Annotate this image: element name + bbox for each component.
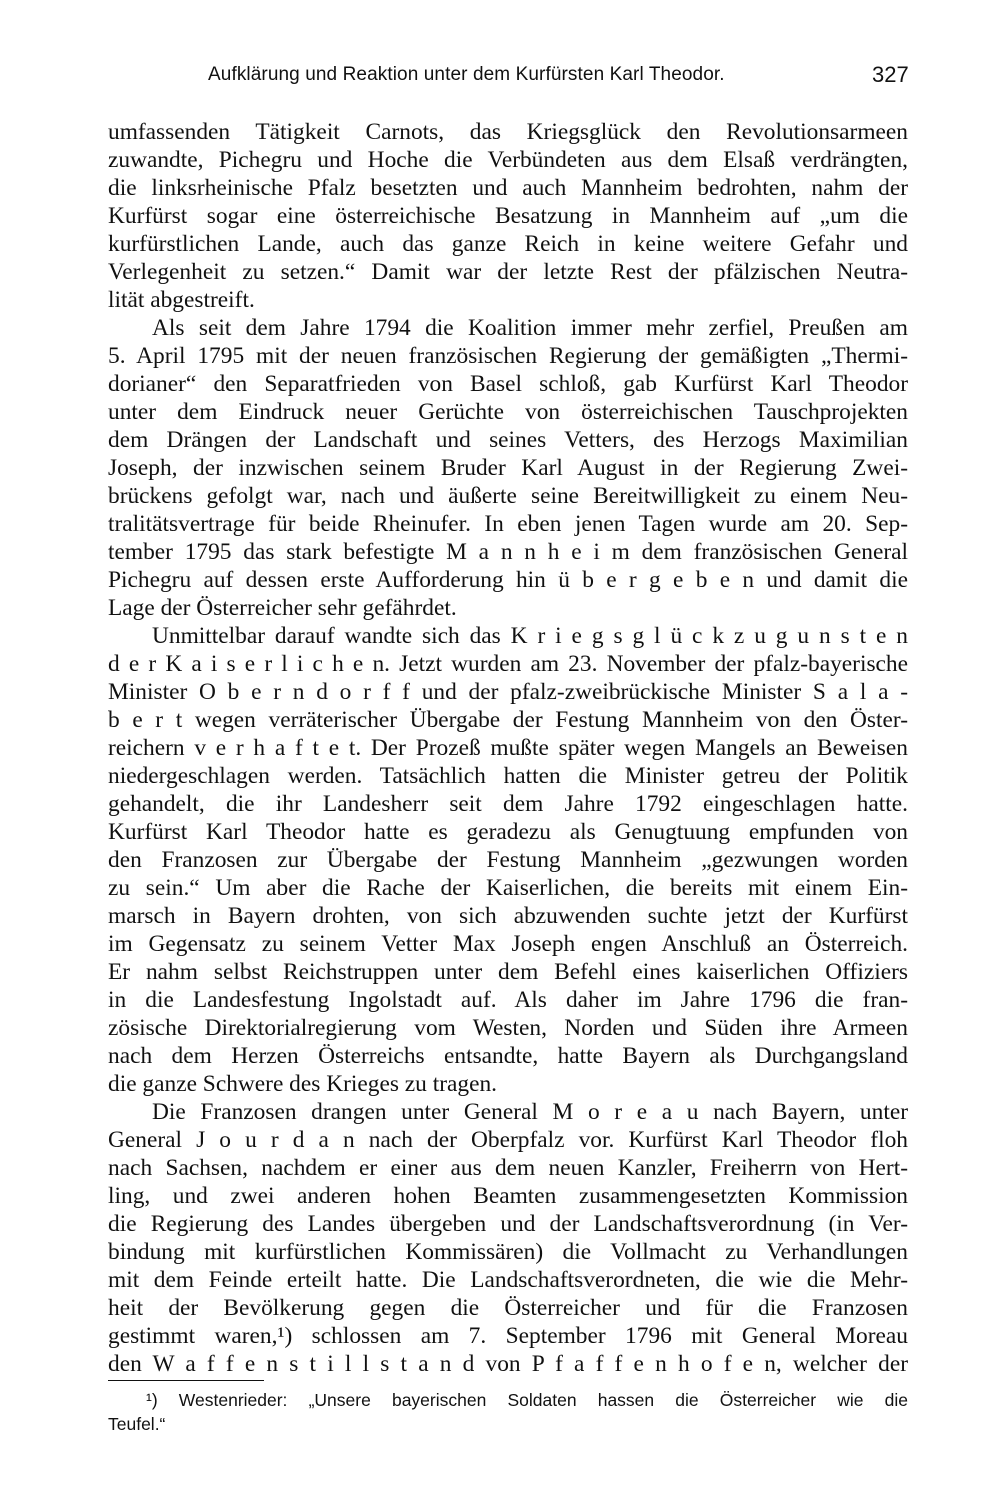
page-number: 327 — [872, 62, 909, 87]
footnote-line: ¹) Westenrieder: „Unsere bayerischen Soldaten hassen die Österreicher wie die — [146, 1390, 908, 1410]
text-line: den W a f f e n s t i l l s t a n d von P f a f f e n h o f e n, welcher der — [108, 1351, 908, 1377]
text-line: Unmittelbar darauf wandte sich das K r i e g s g l ü c k z u g u n s t e n — [152, 623, 908, 649]
text-line: im Gegensatz zu seinem Vetter Max Joseph engen Anschluß an Österreich. — [108, 931, 908, 957]
footnote-line: Teufel.“ — [108, 1414, 166, 1434]
text-line: gestimmt waren,¹) schlossen am 7. September 1796 mit General Moreau — [108, 1323, 908, 1349]
text-line: die linksrheinische Pfalz besetzten und auch Mannheim bedrohten, nahm der — [108, 175, 908, 201]
text-line: heit der Bevölkerung gegen die Österreicher und für die Franzosen — [108, 1295, 908, 1321]
text-line: Er nahm selbst Reichstruppen unter dem Befehl eines kaiserlichen Offiziers — [108, 959, 908, 985]
text-line: die Regierung des Landes übergeben und der Landschaftsverordnung (in Ver- — [108, 1211, 908, 1237]
text-line: umfassenden Tätigkeit Carnots, das Kriegsglück den Revolutionsarmeen — [108, 119, 908, 145]
text-line: Minister O b e r n d o r f f und der pfalz-zweibrückische Minister S a l a - — [108, 679, 908, 705]
text-line: Die Franzosen drangen unter General M o r e a u nach Bayern, unter — [152, 1099, 908, 1125]
text-line: mit dem Feinde erteilt hatte. Die Landschaftsverordneten, die wie die Mehr- — [108, 1267, 908, 1293]
text-line: brückens gefolgt war, nach und äußerte seine Bereitwilligkeit zu einem Neu- — [108, 483, 908, 509]
text-line: unter dem Eindruck neuer Gerüchte von österreichischen Tauschprojekten — [108, 399, 908, 425]
text-line: ling, und zwei anderen hohen Beamten zusammengesetzten Kommission — [108, 1183, 908, 1209]
text-line: gehandelt, die ihr Landesherr seit dem Jahre 1792 eingeschlagen hatte. — [108, 791, 908, 817]
text-line: den Franzosen zur Übergabe der Festung Mannheim „gezwungen worden — [108, 847, 908, 873]
text-line: zösische Direktorialregierung vom Westen, Norden und Süden ihre Armeen — [108, 1015, 908, 1041]
text-line: in die Landesfestung Ingolstadt auf. Als daher im Jahre 1796 die fran- — [108, 987, 908, 1013]
text-line: 5. April 1795 mit der neuen französischen Regierung der gemäßigten „Thermi- — [108, 343, 908, 369]
text-line: zu sein.“ Um aber die Rache der Kaiserlichen, die bereits mit einem Ein- — [108, 875, 908, 901]
text-line: Als seit dem Jahre 1794 die Koalition immer mehr zerfiel, Preußen am — [152, 315, 908, 341]
text-line: tralitätsvertrage für beide Rheinufer. In eben jenen Tagen wurde am 20. Sep- — [108, 511, 908, 537]
running-title: Aufklärung und Reaktion unter dem Kurfürsten Karl Theodor. — [208, 64, 725, 85]
text-line: tember 1795 das stark befestigte M a n n h e i m dem französischen General — [108, 539, 908, 565]
text-line: b e r t wegen verräterischer Übergabe der Festung Mannheim von den Öster- — [108, 707, 908, 733]
text-line: zuwandte, Pichegru und Hoche die Verbündeten aus dem Elsaß verdrängten, — [108, 147, 908, 173]
text-line: General J o u r d a n nach der Oberpfalz vor. Kurfürst Karl Theodor floh — [108, 1127, 908, 1153]
text-line: Pichegru auf dessen erste Aufforderung hin ü b e r g e b e n und damit die — [108, 567, 908, 593]
text-line: Verlegenheit zu setzen.“ Damit war der letzte Rest der pfälzischen Neutra- — [108, 259, 908, 285]
text-line: Kurfürst Karl Theodor hatte es geradezu als Genugtuung empfunden von — [108, 819, 908, 845]
text-line: dorianer“ den Separatfrieden von Basel schloß, gab Kurfürst Karl Theodor — [108, 371, 908, 397]
text-line: die ganze Schwere des Krieges zu tragen. — [108, 1071, 498, 1097]
text-line: marsch in Bayern drohten, von sich abzuwenden suchte jetzt der Kurfürst — [108, 903, 908, 929]
text-line: nach dem Herzen Österreichs entsandte, hatte Bayern als Durchgangsland — [108, 1043, 908, 1069]
text-line: Joseph, der inzwischen seinem Bruder Karl August in der Regierung Zwei- — [108, 455, 908, 481]
text-line: bindung mit kurfürstlichen Kommissären) die Vollmacht zu Verhandlungen — [108, 1239, 908, 1265]
text-line: reichern v e r h a f t e t. Der Prozeß mußte später wegen Mangels an Beweisen — [108, 735, 908, 761]
text-line: dem Drängen der Landschaft und seines Vetters, des Herzogs Maximilian — [108, 427, 908, 453]
footnote-rule — [108, 1380, 264, 1381]
text-line: d e r K a i s e r l i c h e n. Jetzt wurden am 23. November der pfalz-bayerische — [108, 651, 908, 677]
text-line: lität abgestreift. — [108, 287, 255, 313]
text-line: nach Sachsen, nachdem er einer aus dem neuen Kanzler, Freiherrn von Hert- — [108, 1155, 908, 1181]
text-line: kurfürstlichen Lande, auch das ganze Reich in keine weitere Gefahr und — [108, 231, 908, 257]
text-line: Lage der Österreicher sehr gefährdet. — [108, 595, 457, 621]
text-line: Kurfürst sogar eine österreichische Besatzung in Mannheim auf „um die — [108, 203, 908, 229]
text-line: niedergeschlagen werden. Tatsächlich hatten die Minister getreu der Politik — [108, 763, 908, 789]
